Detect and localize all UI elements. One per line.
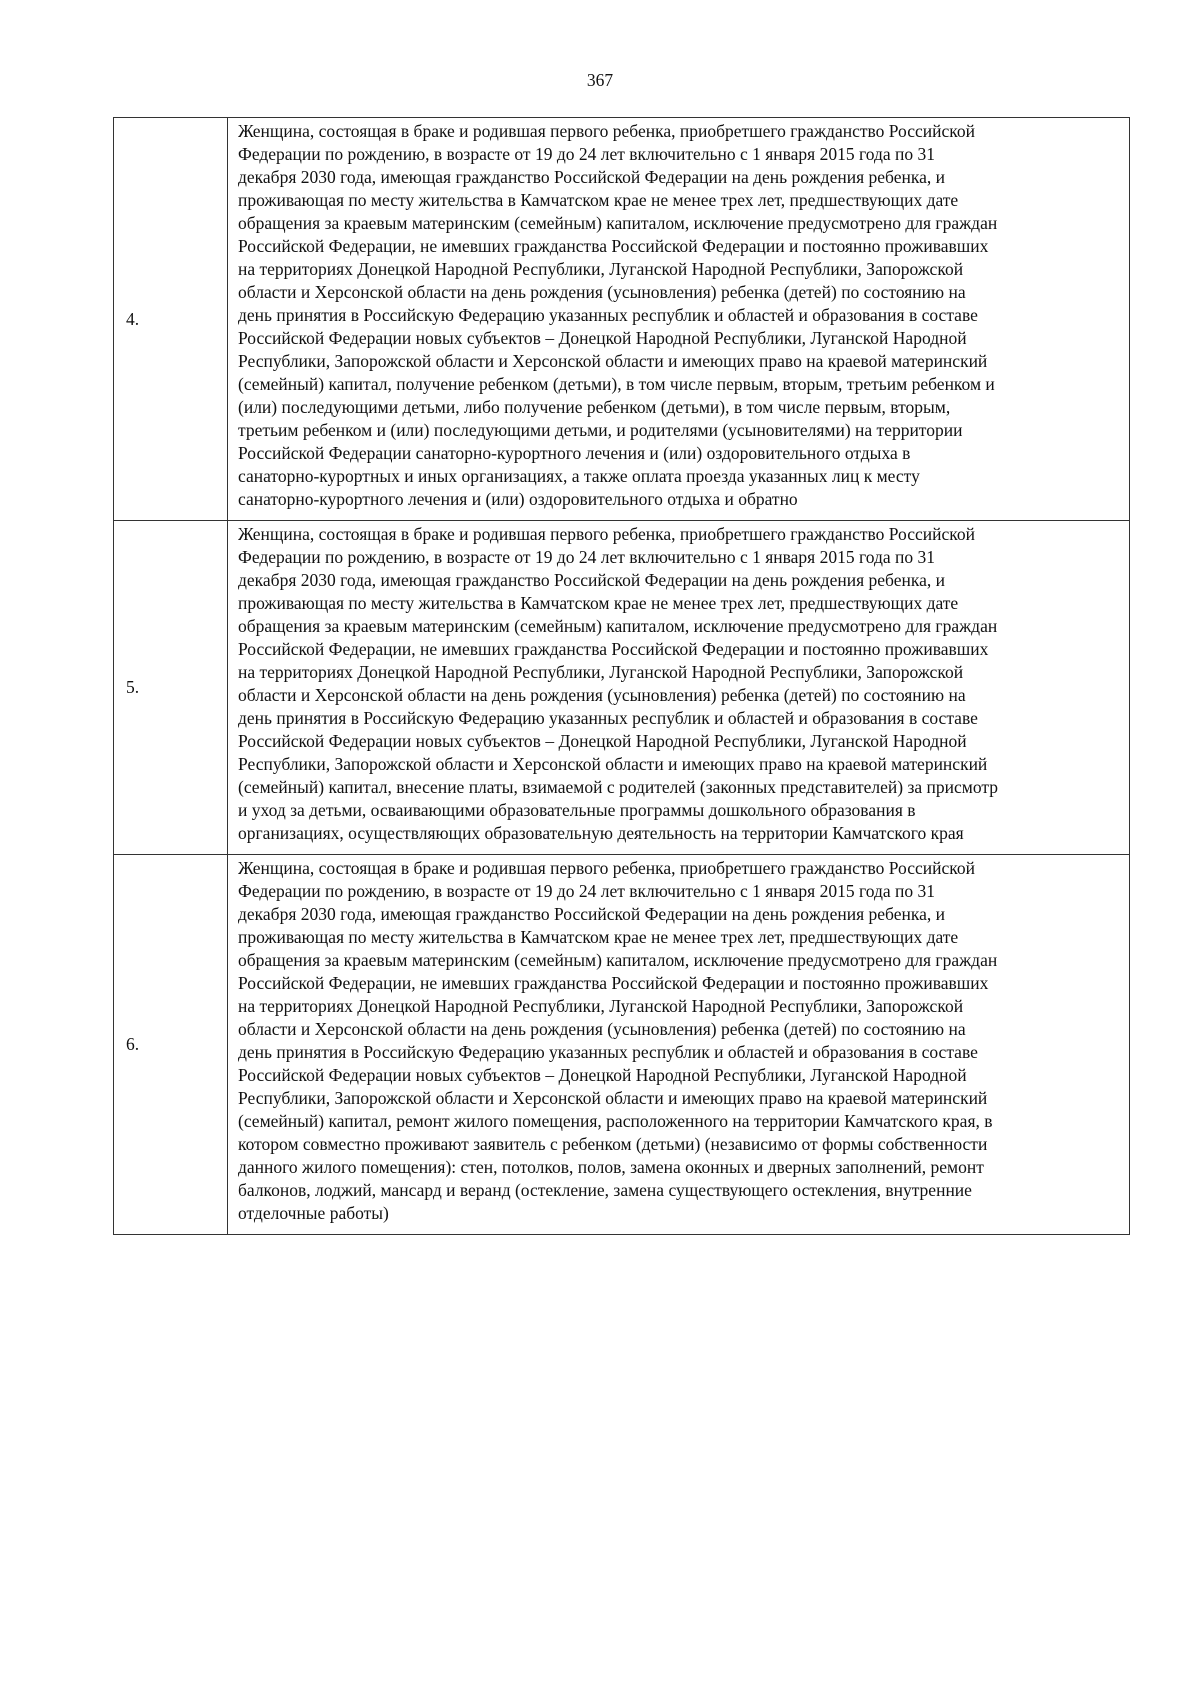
text-line: Женщина, состоящая в браке и родившая первого ребенка, приобретшего гражданство Российской (238, 121, 975, 141)
text-line: на территориях Донецкой Народной Республики, Луганской Народной Республики, Запорожской (238, 259, 964, 279)
text-line: котором совместно проживают заявитель с ребенком (детьми) (независимо от формы собственности (238, 1134, 988, 1154)
text-line: Федерации по рождению, в возрасте от 19 до 24 лет включительно с 1 января 2015 года по 31 (238, 144, 936, 164)
text-line: Российской Федерации новых субъектов – Донецкой Народной Республики, Луганской Народной (238, 1065, 967, 1085)
text-line: декабря 2030 года, имеющая гражданство Российской Федерации на день рождения ребенка, и (238, 167, 945, 187)
text-line: и уход за детьми, осваивающими образовательные программы дошкольного образования в (238, 800, 916, 820)
row-number: 4. (114, 118, 228, 521)
text-line: области и Херсонской области на день рождения (усыновления) ребенка (детей) по состоянию на (238, 685, 966, 705)
text-line: проживающая по месту жительства в Камчатском крае не менее трех лет, предшествующих дате (238, 927, 959, 947)
text-line: день принятия в Российскую Федерацию указанных республик и областей и образования в составе (238, 305, 978, 325)
text-line: организациях, осуществляющих образовательную деятельность на территории Камчатского края (238, 823, 964, 843)
text-line: санаторно-курортного лечения и (или) оздоровительного отдыха и обратно (238, 489, 798, 509)
row-description (228, 855, 1130, 1235)
text-line: Федерации по рождению, в возрасте от 19 до 24 лет включительно с 1 января 2015 года по 31 (238, 547, 936, 567)
text-line: Республики, Запорожской области и Херсонской области и имеющих право на краевой материнский (238, 351, 988, 371)
text-line: балконов, лоджий, мансард и веранд (остекление, замена существующего остекления, внутренние (238, 1180, 972, 1200)
text-line: декабря 2030 года, имеющая гражданство Российской Федерации на день рождения ребенка, и (238, 570, 945, 590)
table-row (114, 118, 1130, 521)
text-line: (семейный) капитал, ремонт жилого помещения, расположенного на территории Камчатского края, в (238, 1111, 993, 1131)
text-line: проживающая по месту жительства в Камчатском крае не менее трех лет, предшествующих дате (238, 190, 959, 210)
text-line: Российской Федерации, не имевших гражданства Российской Федерации и постоянно проживавших (238, 236, 989, 256)
text-line: Российской Федерации, не имевших гражданства Российской Федерации и постоянно проживавших (238, 973, 989, 993)
document-table (113, 117, 1130, 1235)
text-line: проживающая по месту жительства в Камчатском крае не менее трех лет, предшествующих дате (238, 593, 959, 613)
page-number: 367 (586, 70, 614, 90)
text-line: обращения за краевым материнским (семейным) капиталом, исключение предусмотрено для граждан (238, 213, 998, 233)
text-line: Республики, Запорожской области и Херсонской области и имеющих право на краевой материнский (238, 1088, 988, 1108)
text-line: обращения за краевым материнским (семейным) капиталом, исключение предусмотрено для граждан (238, 950, 998, 970)
text-line: отделочные работы) (238, 1203, 389, 1223)
text-line: Российской Федерации новых субъектов – Донецкой Народной Республики, Луганской Народной (238, 328, 967, 348)
table-row (114, 521, 1130, 855)
row-number: 6. (114, 855, 228, 1235)
text-line: санаторно-курортных и иных организациях, а также оплата проезда указанных лиц к месту (238, 466, 920, 486)
text-line: данного жилого помещения): стен, потолков, полов, замена оконных и дверных заполнений, ремонт (238, 1157, 984, 1177)
text-line: области и Херсонской области на день рождения (усыновления) ребенка (детей) по состоянию на (238, 1019, 966, 1039)
text-line: Федерации по рождению, в возрасте от 19 до 24 лет включительно с 1 января 2015 года по 31 (238, 881, 936, 901)
text-line: (или) последующими детьми, либо получение ребенком (детьми), в том числе первым, вторым, (238, 397, 951, 417)
text-line: день принятия в Российскую Федерацию указанных республик и областей и образования в составе (238, 708, 978, 728)
text-line: на территориях Донецкой Народной Республики, Луганской Народной Республики, Запорожской (238, 662, 964, 682)
row-number: 5. (114, 521, 228, 855)
text-line: третьим ребенком и (или) последующими детьми, и родителями (усыновителями) на территории (238, 420, 963, 440)
text-line: декабря 2030 года, имеющая гражданство Российской Федерации на день рождения ребенка, и (238, 904, 945, 924)
text-line: (семейный) капитал, внесение платы, взимаемой с родителей (законных представителей) за присмотр (238, 777, 998, 797)
text-line: день принятия в Российскую Федерацию указанных республик и областей и образования в составе (238, 1042, 978, 1062)
text-line: Российской Федерации, не имевших гражданства Российской Федерации и постоянно проживавших (238, 639, 989, 659)
text-line: обращения за краевым материнским (семейным) капиталом, исключение предусмотрено для граждан (238, 616, 998, 636)
text-line: Женщина, состоящая в браке и родившая первого ребенка, приобретшего гражданство Российской (238, 858, 975, 878)
text-line: Республики, Запорожской области и Херсонской области и имеющих право на краевой материнский (238, 754, 988, 774)
text-line: области и Херсонской области на день рождения (усыновления) ребенка (детей) по состоянию на (238, 282, 966, 302)
row-description (228, 118, 1130, 521)
text-line: на территориях Донецкой Народной Республики, Луганской Народной Республики, Запорожской (238, 996, 964, 1016)
row-description (228, 521, 1130, 855)
table-body (114, 118, 1130, 1235)
table-row (114, 855, 1130, 1235)
text-line: Российской Федерации санаторно-курортного лечения и (или) оздоровительного отдыха в (238, 443, 911, 463)
text-line: Российской Федерации новых субъектов – Донецкой Народной Республики, Луганской Народной (238, 731, 967, 751)
text-line: Женщина, состоящая в браке и родившая первого ребенка, приобретшего гражданство Российской (238, 524, 975, 544)
text-line: (семейный) капитал, получение ребенком (детьми), в том числе первым, вторым, третьим ребенком и (238, 374, 995, 394)
